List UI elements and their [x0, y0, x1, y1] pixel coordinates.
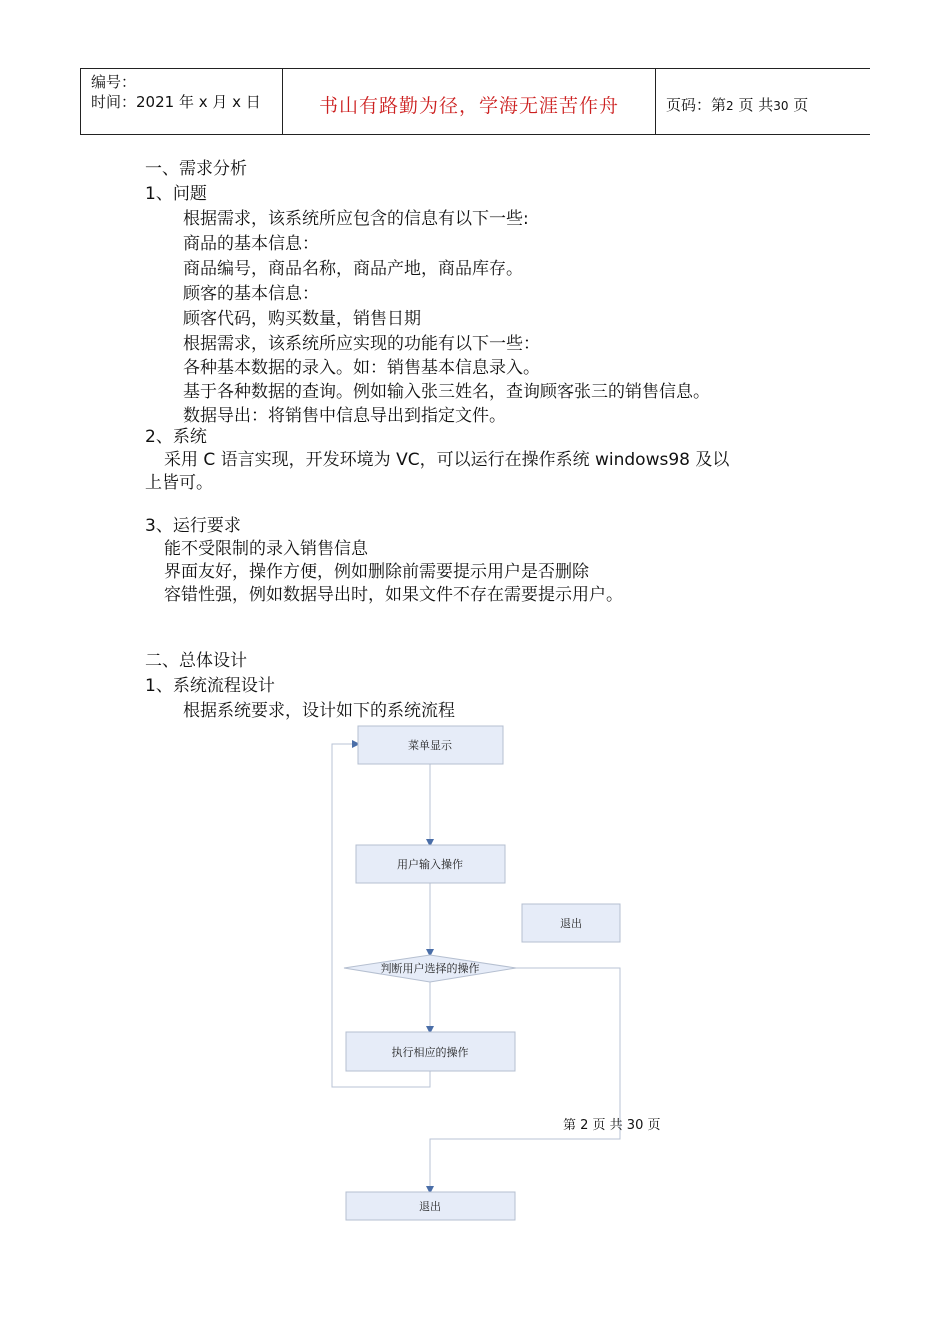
- flow-node-execute: [346, 1032, 515, 1071]
- paragraph: 界面友好，操作方便，例如删除前需要提示用户是否删除: [164, 562, 589, 582]
- document-date: 时间：2021 年 x 月 x 日: [91, 93, 261, 111]
- flow-node-menu: [358, 726, 503, 764]
- flow-node-decision: [344, 955, 516, 982]
- subheading-flow-design: 1、系统流程设计: [145, 676, 275, 696]
- section-heading-design: 二、总体设计: [145, 651, 247, 671]
- subheading-runtime: 3、运行要求: [145, 516, 241, 536]
- section-heading-requirements: 一、需求分析: [145, 159, 247, 179]
- page-footer: 第 2 页 共 30 页: [563, 1118, 661, 1133]
- page-current: 2: [726, 99, 734, 113]
- page-total: 30: [773, 99, 789, 113]
- paragraph: 基于各种数据的查询。例如输入张三姓名，查询顾客张三的销售信息。: [183, 382, 710, 402]
- paragraph: 商品编号，商品名称，商品产地，商品库存。: [183, 259, 523, 279]
- paragraph: 顾客的基本信息：: [183, 284, 319, 304]
- paragraph: 数据导出：将销售中信息导出到指定文件。: [183, 406, 506, 426]
- flow-node-exit-bottom: [346, 1192, 515, 1220]
- subheading-system: 2、系统: [145, 427, 207, 447]
- paragraph: 能不受限制的录入销售信息: [164, 539, 368, 559]
- paragraph: 采用 C 语言实现，开发环境为 VC，可以运行在操作系统 windows98 及以: [164, 450, 730, 470]
- paragraph: 商品的基本信息：: [183, 234, 319, 254]
- document-number-label: 编号：: [91, 73, 137, 91]
- paragraph: 容错性强，例如数据导出时，如果文件不存在需要提示用户。: [164, 585, 623, 605]
- paragraph: 根据系统要求，设计如下的系统流程: [183, 701, 455, 721]
- paragraph: 根据需求，该系统所应包含的信息有以下一些:: [183, 209, 529, 229]
- page-suffix: 页: [793, 96, 809, 114]
- flow-node-exit-side: [522, 904, 620, 942]
- flow-node-menu-label: 菜单显示: [408, 739, 452, 752]
- flow-node-execute-label: 执行相应的操作: [391, 1046, 469, 1059]
- paragraph: 上皆可。: [145, 473, 213, 493]
- flow-node-decision-label: 判断用户选择的操作: [380, 962, 480, 975]
- paragraph: 根据需求，该系统所应实现的功能有以下一些：: [183, 334, 540, 354]
- page-prefix: 页码：第: [666, 96, 727, 114]
- connector-decision-exit: [430, 968, 620, 1190]
- page-middle: 页 共: [738, 96, 774, 114]
- paragraph: 各种基本数据的录入。如：销售基本信息录入。: [183, 358, 540, 378]
- motto-text: 书山有路勤为径，学海无涯苦作舟: [318, 95, 619, 117]
- flow-node-input-label: 用户输入操作: [397, 858, 463, 871]
- flow-node-input: [356, 845, 505, 883]
- flow-node-exit-side-label: 退出: [560, 917, 582, 930]
- paragraph: 顾客代码，购买数量，销售日期: [183, 309, 421, 329]
- flow-node-exit-bottom-label: 退出: [419, 1200, 441, 1213]
- subheading-problem: 1、问题: [145, 184, 207, 204]
